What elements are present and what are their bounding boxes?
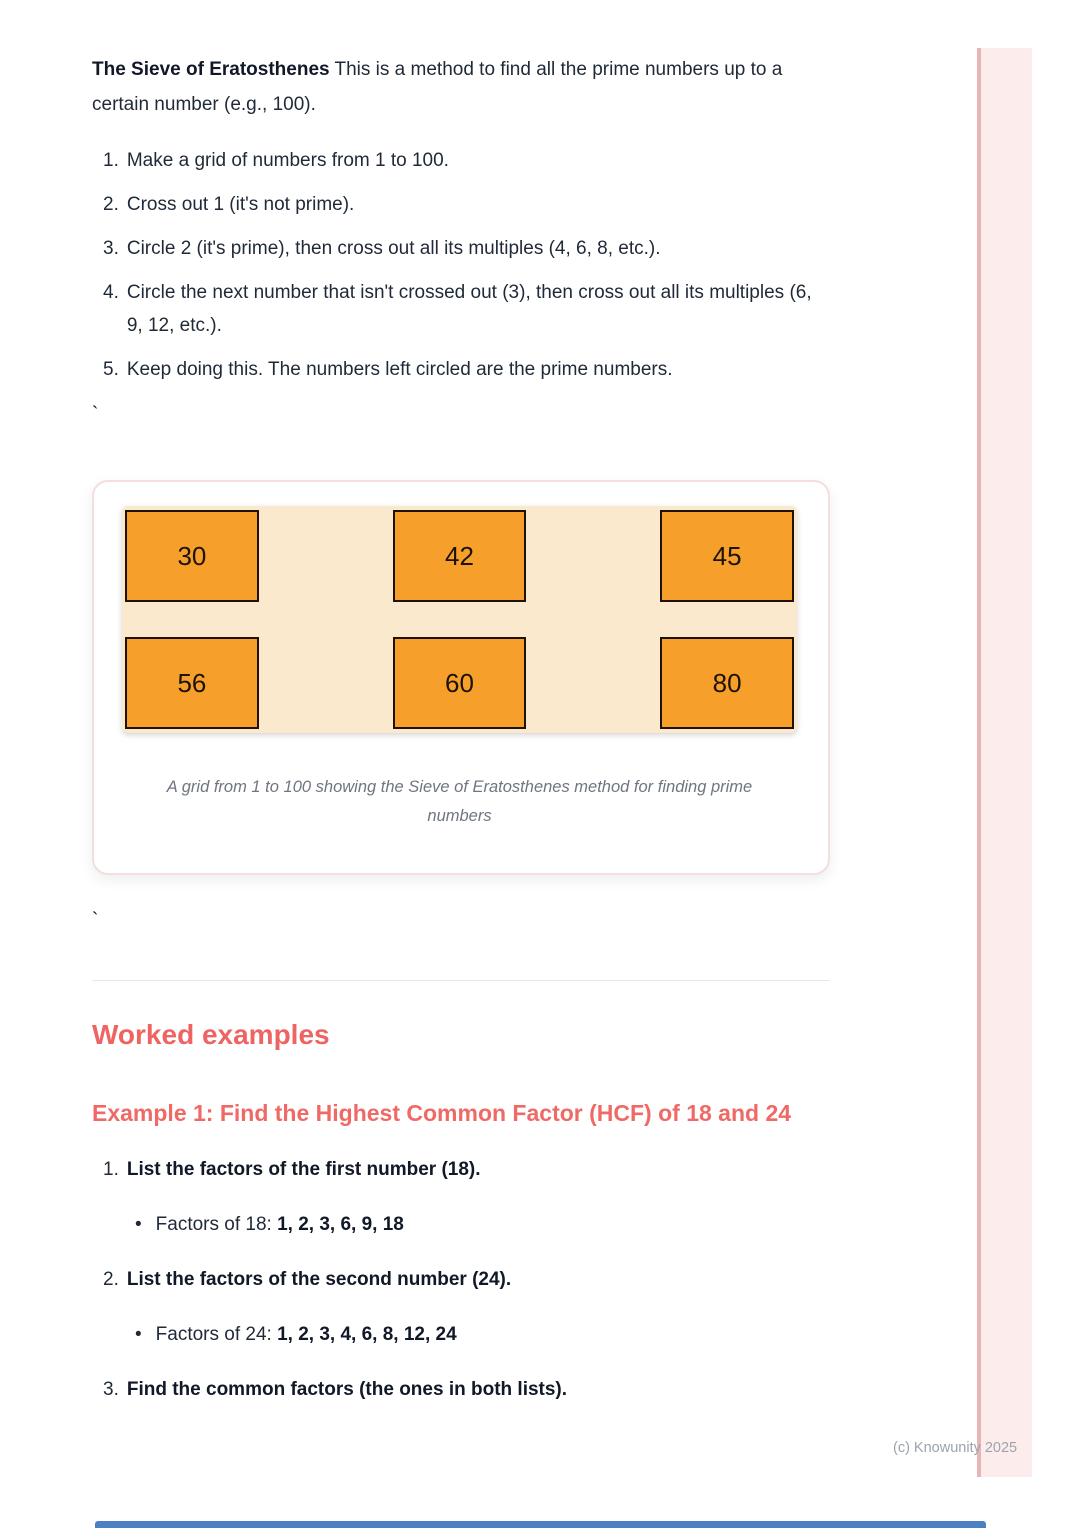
list-number: 3.	[103, 238, 119, 259]
intro-text: This is a method to find all the prime numbers up to a certain number (e.g., 100).	[92, 59, 783, 115]
copyright-footer: (c) Knowunity 2025	[893, 1440, 1018, 1456]
list-item	[92, 232, 830, 265]
list-text-bold: List the factors of the second number (24).	[126, 1269, 512, 1290]
worked-examples-heading: Worked examples	[92, 1019, 330, 1050]
scrollbar[interactable]	[977, 48, 981, 1477]
grid-cell-45: 45	[660, 510, 794, 602]
list-number: 1.	[103, 150, 119, 171]
grid-cell-42: 42	[393, 510, 527, 602]
figure-caption: A grid from 1 to 100 showing the Sieve of Eratosthenes method for finding prime numbers	[166, 778, 753, 825]
list-text-bold: Find the common factors (the ones in both lists).	[126, 1379, 568, 1400]
list-item	[92, 276, 830, 342]
list-text-bold: List the factors of the first number (18).	[126, 1159, 481, 1180]
grid-cell-56: 56	[125, 637, 259, 729]
list-text: Cross out 1 (it's not prime).	[126, 194, 355, 215]
list-number: 3.	[103, 1379, 119, 1400]
bullet-values: 1, 2, 3, 4, 6, 8, 12, 24	[277, 1324, 457, 1345]
bullet-dot: •	[135, 1324, 142, 1345]
stray-backtick: `	[92, 910, 99, 931]
list-number: 4.	[103, 282, 119, 303]
list-item	[92, 144, 830, 177]
list-text: Make a grid of numbers from 1 to 100.	[126, 150, 449, 171]
bullet-label: Factors of 24:	[155, 1324, 278, 1345]
stray-backtick: `	[92, 404, 99, 425]
bullet-dot: •	[135, 1214, 142, 1235]
sieve-steps-list	[92, 144, 830, 386]
list-text: Keep doing this. The numbers left circled are the prime numbers.	[126, 359, 673, 380]
sieve-grid-image	[122, 506, 797, 733]
example-steps-list	[92, 1156, 830, 1403]
grid-cell-30: 30	[125, 510, 259, 602]
list-item	[92, 1376, 830, 1403]
list-number: 1.	[103, 1159, 119, 1180]
grid-cell-80: 80	[660, 637, 794, 729]
intro-paragraph	[92, 52, 830, 122]
grid-cell-60: 60	[393, 637, 527, 729]
right-side-panel	[981, 48, 1032, 1477]
sub-bullet	[135, 1211, 830, 1238]
list-text: Circle the next number that isn't crossed out (3), then cross out all its multiples (6, 9, 12, etc.).	[126, 282, 812, 336]
list-item	[92, 1156, 830, 1238]
list-text: Circle 2 (it's prime), then cross out all its multiples (4, 6, 8, etc.).	[126, 238, 661, 259]
sub-bullet	[135, 1321, 830, 1348]
section-divider	[92, 980, 830, 981]
list-item	[92, 1266, 830, 1348]
example-1-heading: Example 1: Find the Highest Common Factor (HCF) of 18 and 24	[92, 1100, 792, 1126]
list-number: 2.	[103, 1269, 119, 1290]
list-item	[92, 188, 830, 221]
document-page	[92, 52, 830, 1403]
bullet-label: Factors of 18:	[155, 1214, 278, 1235]
intro-bold-title: The Sieve of Eratosthenes	[92, 59, 330, 80]
list-item	[92, 353, 830, 386]
list-number: 5.	[103, 359, 119, 380]
bullet-text	[156, 1321, 457, 1348]
list-number: 2.	[103, 194, 119, 215]
figure-card	[92, 480, 830, 875]
bottom-horizontal-scrollbar[interactable]	[95, 1521, 986, 1528]
bullet-values: 1, 2, 3, 6, 9, 18	[277, 1214, 404, 1235]
bullet-text	[156, 1211, 404, 1238]
